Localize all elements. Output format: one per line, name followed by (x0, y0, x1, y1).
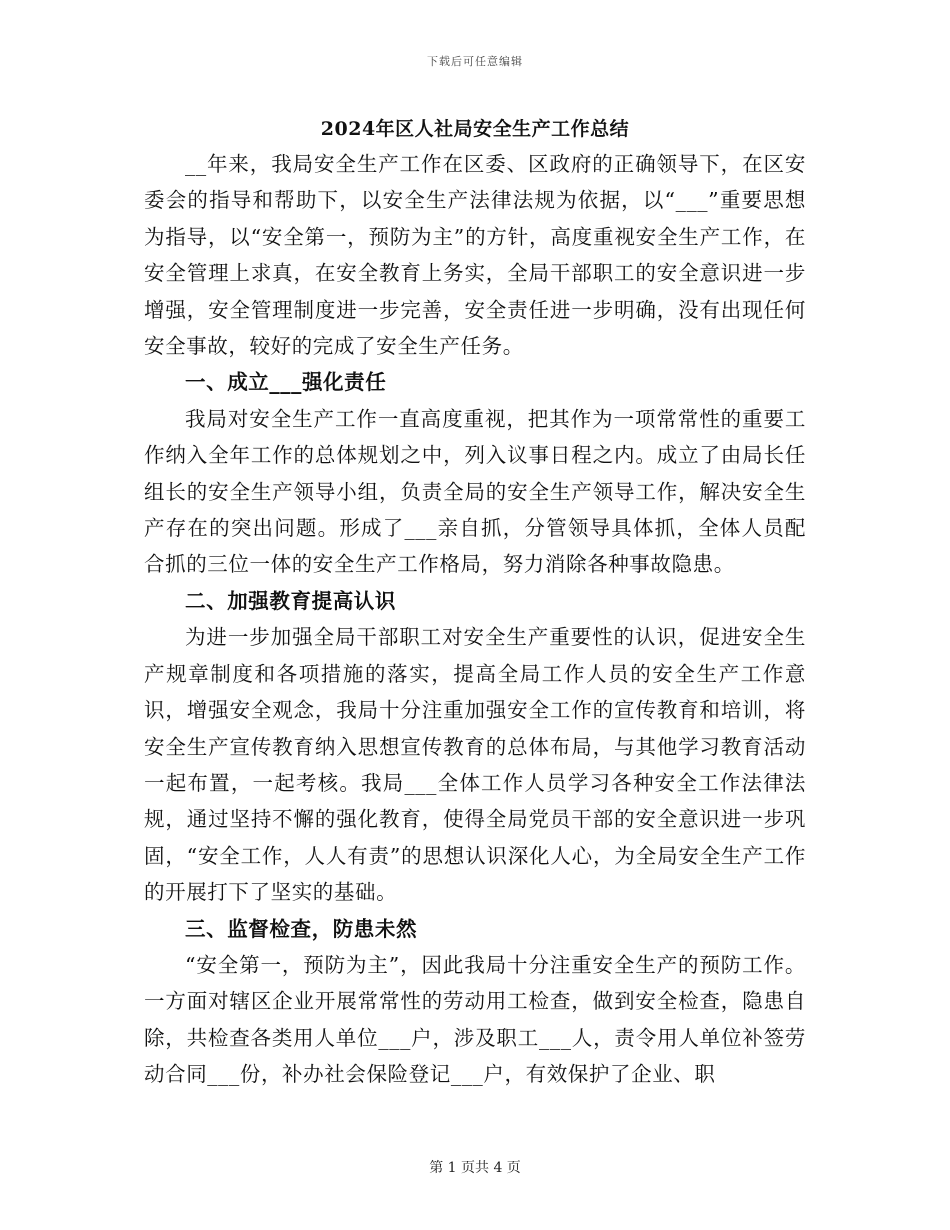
document-body (144, 146, 806, 1093)
intro-paragraph: __年来，我局安全生产工作在区委、区政府的正确领导下，在区安委会的指导和帮助下，以安全生产法律法规为依据，以“___”重要思想为指导，以“安全第一，预防为主”的方针，高度重视安全生产工作，在安全管理上求真，在安全教育上务实，全局干部职工的安全意识进一步增强，安全管理制度进一步完善，安全责任进一步明确，没有出现任何安全事故，较好的完成了安全生产任务。 (144, 152, 806, 359)
section-2-heading: 二、加强教育提高认识 (185, 588, 396, 613)
section-3-paragraph: “安全第一，预防为主”，因此我局十分注重安全生产的预防工作。一方面对辖区企业开展常常性的劳动用工检查，做到安全检查，隐患自除，共检查各类用人单位___户，涉及职工___人，责令用人单位补签劳动合同___份，补办社会保险登记___户，有效保护了企业、职 (144, 952, 806, 1087)
section-3-heading: 三、监督检查，防患未然 (185, 916, 418, 941)
page-header-note: 下载后可任意编辑 (427, 55, 523, 68)
section-1-heading: 一、成立___强化责任 (185, 370, 387, 395)
section-1-paragraph: 我局对安全生产工作一直高度重视，把其作为一项常常性的重要工作纳入全年工作的总体规划之中，列入议事日程之内。成立了由局长任组长的安全生产领导小组，负责全局的安全生产领导工作，解决安全生产存在的突出问题。形成了___亲自抓，分管领导具体抓，全体人员配合抓的三位一体的安全生产工作格局，努力消除各种事故隐患。 (144, 406, 806, 577)
document-title: 2024年区人社局安全生产工作总结 (320, 118, 630, 140)
page-number: 第 1 页共 4 页 (429, 1160, 521, 1176)
section-2-paragraph: 为进一步加强全局干部职工对安全生产重要性的认识，促进安全生产规章制度和各项措施的落实，提高全局工作人员的安全生产工作意识，增强安全观念，我局十分注重加强安全工作的宣传教育和培训，将安全生产宣传教育纳入思想宣传教育的总体布局，与其他学习教育活动一起布置，一起考核。我局___全体工作人员学习各种安全工作法律法规，通过坚持不懈的强化教育，使得全局党员干部的安全意识进一步巩固，“安全工作，人人有责”的思想认识深化人心，为全局安全生产工作的开展打下了坚实的基础。 (144, 625, 806, 905)
